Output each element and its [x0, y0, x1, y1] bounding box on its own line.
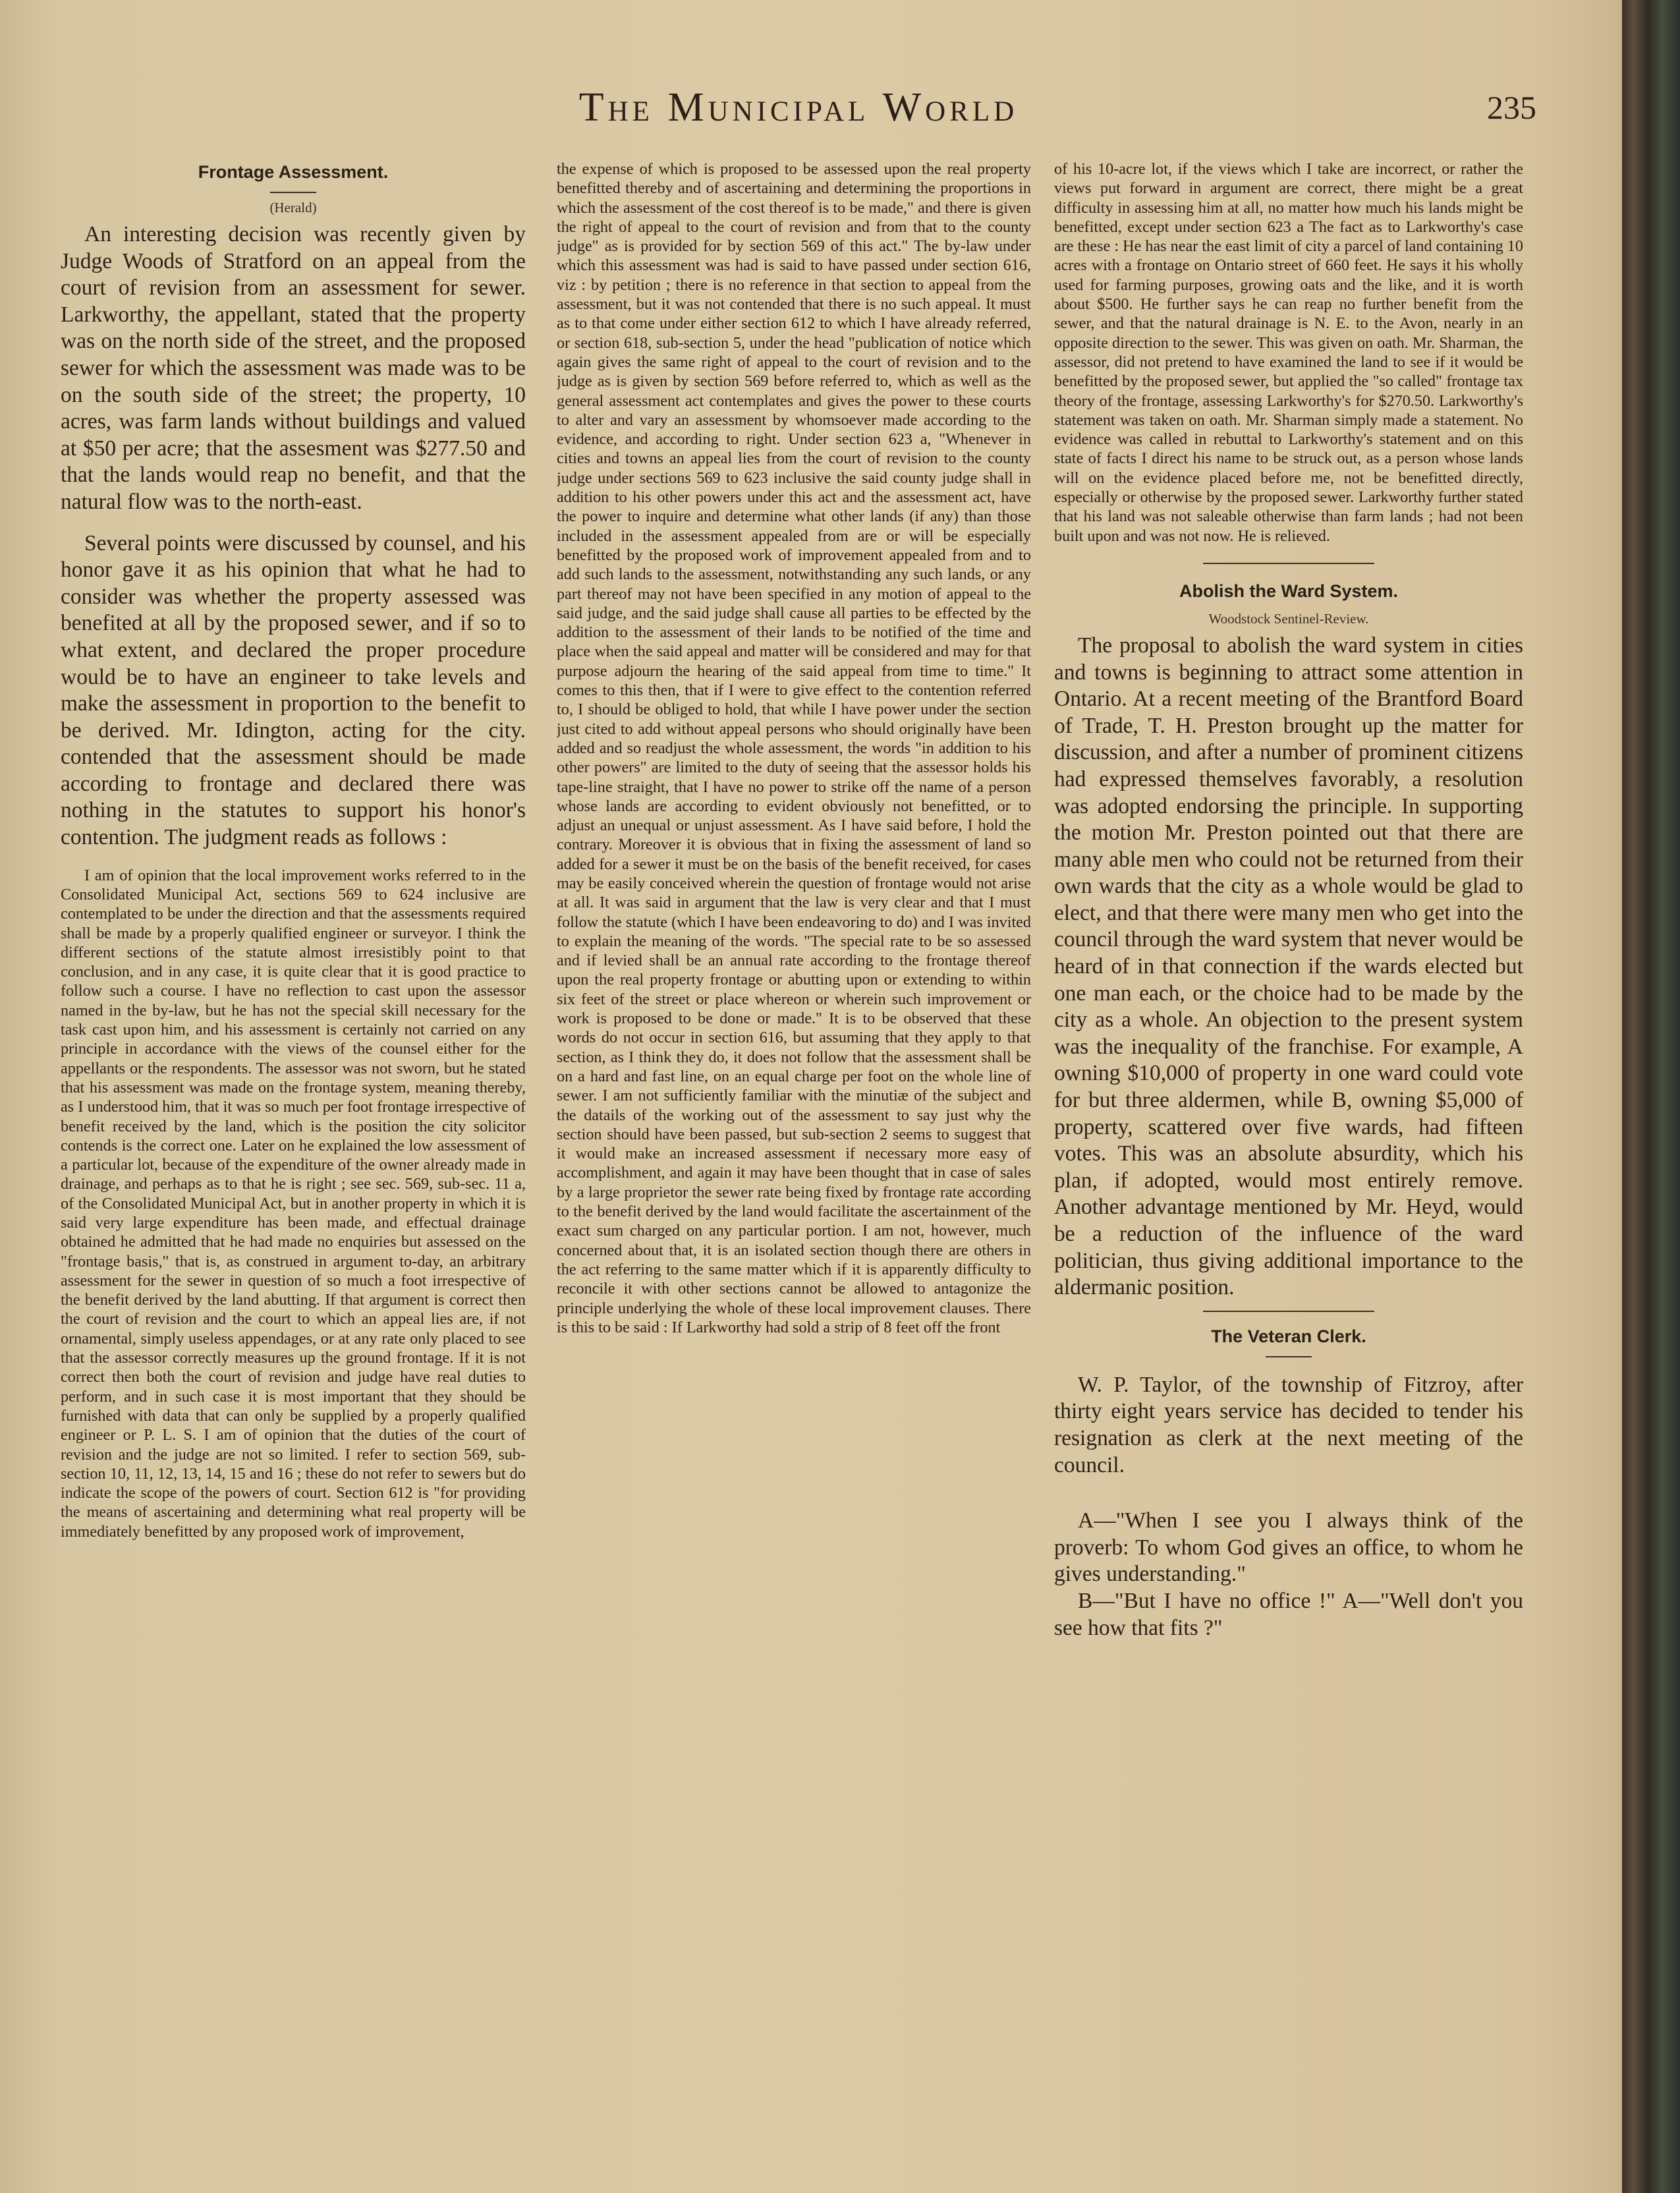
book-spine [1622, 0, 1680, 2193]
judgment-text-part-1: I am of opinion that the local improvement works referred to in the Consolidated Municipal Act, sections 569 to 624 inclusive are contemplated to be under the direction and that the assessments required shall be made by a properly qualified engineer or surveyor. I think the different sections of the statute almost irresistibly point to that conclusion, and in any case, it is quite clear that it is good practice to follow such a course. I have no reflection to cast upon the assessor named in the by-law, but he has not the special skill necessary for the task cast upon him, and his assessment is certainly not carried on any principle in accordance with the views of the counsel either for the appellants or the respondents. The assessor was not sworn, but he stated that his assessment was made on the frontage system, meaning thereby, as I understood him, that it was so much per foot frontage irrespective of benefit received by the land, which is the position the city solicitor contends is the correct one. Later on he explained the low assessment of a particular lot, because of the expenditure of the owner already made in drainage, and perhaps as to that he is right ; see sec. 569, sub-sec. 11 a, of the Consolidated Municipal Act, but in another property in which it is said very large expenditure has been made, and effectual drainage obtained he admitted that he had made no enquiries but assessed on the "frontage basis," that is, as construed in argument to-day, an arbitrary assessment for the sewer in question of so much a foot irrespective of the benefit derived by the land abutting. If that argument is correct then the court of revision and the court to which an appeal lies are, if not ornamental, simply useless appendages, or at any rate only placed to see that the assessor correctly measures up the ground frontage. If it is not correct then both the court of revision and judge have real duties to perform, and in such case it is most important that they should be furnished with data that can only be supplied by a properly qualified engineer or P. L. S. I am of opinion that the duties of the court of revision and the judge are not so limited. I refer to section 569, sub-section 10, 11, 12, 13, 14, 15 and 16 ; these do not refer to sewers but do indicate the scope of the powers of court. Section 612 is "for providing the means of ascertaining and determining what real property will be immediately benefitted by any proposed work of improvement, [61, 866, 526, 1541]
column-1 [61, 159, 526, 2169]
source-sentinel-review: Woodstock Sentinel-Review. [1208, 610, 1369, 627]
masthead: The Municipal World [578, 85, 1019, 130]
source-herald: (Herald) [269, 200, 317, 215]
page-number: 235 [1487, 89, 1536, 126]
frontage-intro: An interesting decision was recently given by Judge Woods of Stratford on an appeal from the court of revision from an assessment for sewer. Larkworthy, the appellant, stated that the property was on the north side of the street, and the proposed sewer for which the assessment was made was to be on the south side of the street; the property, 10 acres, was farm lands without buildings and valued at $50 per acre; that the assesment was $277.50 and that the lands would reap no benefit, and that the natural flow was to the north-east. [61, 222, 526, 514]
headline-veteran-clerk: The Veteran Clerk. [1211, 1326, 1366, 1346]
headline-frontage-assessment: Frontage Assessment. [198, 162, 389, 182]
joke-line-1: A—"When I see you I always think of the proverb: To whom God gives an office, to whom he gives understanding." [1054, 1508, 1523, 1587]
judgment-text-part-3: of his 10-acre lot, if the views which I take are incorrect, or rather the views put forward in argument are correct, there might be a great difficulty in assessing him at all, no matter how much his lands might be benefitted, except under section 623 a The fact as to Larkworthy's case are these : He has near the east limit of city a parcel of land containing 10 acres with a frontage on Ontario street of 660 feet. He says it his wholly used for farming purposes, growing oats and the like, and it is worth about $500. He further says he can reap no further benefit from the sewer, and that the natural drainage is N. E. to the Avon, nearly in an opposite direction to the sewer. This was given on oath. Mr. Sharman, the assessor, did not pretend to have examined the land to see if it would be benefitted by the proposed sewer, but applied the "so called" frontage tax theory of the frontage, assessing Larkworthy's for $270.50. Larkworthy's statement was taken on oath. Mr. Sharman simply made a statement. No evidence was called in rebuttal to Larkworthy's statement and on this state of facts I direct his name to be struck out, as a person whose lands will on the evidence placed before me, not be benefitted directly, especially or otherwise by the proposed sewer. Larkworthy further stated that his land was not saleable otherwise than farm lands ; had not been built upon and was not now. He is relieved. [1054, 160, 1523, 545]
frontage-intro-2: Several points were discussed by counsel, and his honor gave it as his opinion that what he had to consider was whether the property assessed was benefited at all by the proposed sewer, and if so to what extent, and declared the proper procedure would be to have an engineer to take levels and make the assessment in proportion to the benefit to be derived. Mr. Idington, acting for the city. contended that the assessment should be made according to frontage and declared there was nothing in the statutes to support his honor's contention. The judgment reads as follows : [61, 530, 526, 850]
column-3 [1054, 159, 1523, 2169]
headline-abolish-ward-system: Abolish the Ward System. [1179, 581, 1399, 601]
column-2 [557, 159, 1031, 2169]
divider [270, 192, 316, 193]
divider [1266, 1356, 1312, 1357]
page-header [61, 78, 1536, 144]
divider [1203, 1311, 1374, 1312]
divider [1203, 563, 1374, 564]
judgment-text-part-2: the expense of which is proposed to be assessed upon the real property benefitted thereby and of ascertaining and determining the proportions in which the assessment of the cost thereof is to be made," and there is given the right of appeal to the court of revision and from that to the county judge" as is provided for by section 569 of this act." The by-law under which this assessment was had is said to have passed under section 616, viz : by petition ; there is no reference in that section to appeal from the assessment, but it was not contended that there is no such appeal. It must as to that come under either section 612 to which I have already referred, or section 618, sub-section 5, under the head "publication of notice which again gives the same right of appeal to the court of revision and to the judge as is given by section 569 before referred to, which as well as the general assessment act contemplates and gives the power to these courts to alter and vary an assessment by whomsoever made according to the evidence, and according to right. Under section 623 a, "Whenever in cities and towns an appeal lies from the court of revision to the county judge under sections 569 to 623 inclusive the said county judge shall in addition to his other powers under this act and the assessment act, have the power to inquire and determine what other lands (if any) than those included in the assessment appealed from are or will be especially benefitted by the proposed work of improvement appealed from and to add such lands to the assessment, notwithstanding any such lands, or any part thereof may not have been specified in any motion of appeal to the said judge, and the said judge shall cause all parties to be effected by the addition to the assessment of their lands to be notified of the time and place when the said appeal and matter will be considered and may for that purpose adjourn the hearing of the said appeal from time to time." It comes to this then, that if I were to give effect to the contention referred to, I should be obliged to hold, that while I have power under the section just cited to add without appeal persons who should originally have been added and so readjust the whole assessment, the words "in addition to his other powers" are limited to the duty of seeing that the assessor holds his tape-line straight, that I have no power to strike off the name of a person whose lands are according to evident obviously not benefitted, or to adjust an unequal or unjust assessment. As I have said before, I hold the contrary. Moreover it is obvious that in fixing the assessment of land so added for a sewer it must be on the basis of the benefit received, for cases may be easily conceived wherein the question of frontage would not arise at all. It was said in argument that the law is very clear and that I must follow the statute (which I have been endeavoring to do) and I was invited to explain the meaning of the words. "The special rate to be so assessed and if levied shall be an annual rate according to the frontage thereof upon the real property frontage or abutting upon or extending to within six feet of the street or place whereon or wherein such improvement or work is proposed to be done or made." It is to be observed that these words do not occur in section 616, but assuming that they apply to that section, as I think they do, it does not follow that the assessment shall be on a hard and fast line, on an equal charge per foot on the whole line of sewer. I am not sufficiently familiar with the minutiæ of the subject and the datails of the working out of the assessment to say just why the section should have been passed, but sub-section 2 seems to suggest that it would make an increased assessment if necessary more easy of accomplishment, and again it may have been thought that in case of sales by a large proprietor the sewer rate being fixed by frontage rate according to the benefit derived by the land would facilitate the ascertainment of the exact sum charged on any particular portion. I am not, however, much concerned about that, it is an isolated section though there are others in the act referring to the same matter which if it is apparently difficulty to reconcile it with other sections cannot be allowed to antagonize the principle underlying the whole of these local improvement clauses. There is this to be said : If Larkworthy had sold a strip of 8 feet off the front [557, 160, 1031, 1336]
joke-line-2: B—"But I have no office !" A—"Well don't you see how that fits ?" [1054, 1588, 1523, 1640]
ward-system-body: The proposal to abolish the ward system in cities and towns is beginning to attract some attention in Ontario. At a recent meeting of the Brantford Board of Trade, T. H. Preston brought up the matter for discussion, and after a number of prominent citizens had expressed themselves favorably, a resolution was adopted endorsing the principle. In supporting the motion Mr. Preston pointed out that there are many able men who could not be returned from their own wards that the city as a whole would be glad to elect, and that there were many men who get into the council through the ward system that never would be heard of in that connection if the wards elected but one man each, or the choice had to be made by the city as a whole. An objection to the present system was the inequality of the franchise. For example, A owning $10,000 of property in one ward could vote for but three aldermen, while B, owning $5,000 of property, scattered over five wards, had fifteen votes. This was an absolute absurdity, which his plan, if adopted, would most entirely remove. Another advantage mentioned by Mr. Heyd, would be a reduction of the influence of the ward politician, thus giving additional importance to the aldermanic position. [1054, 633, 1523, 1300]
veteran-clerk-body: W. P. Taylor, of the township of Fitzroy, after thirty eight years service has decided to tender his resignation as clerk at the next meeting of the council. [1054, 1372, 1523, 1477]
